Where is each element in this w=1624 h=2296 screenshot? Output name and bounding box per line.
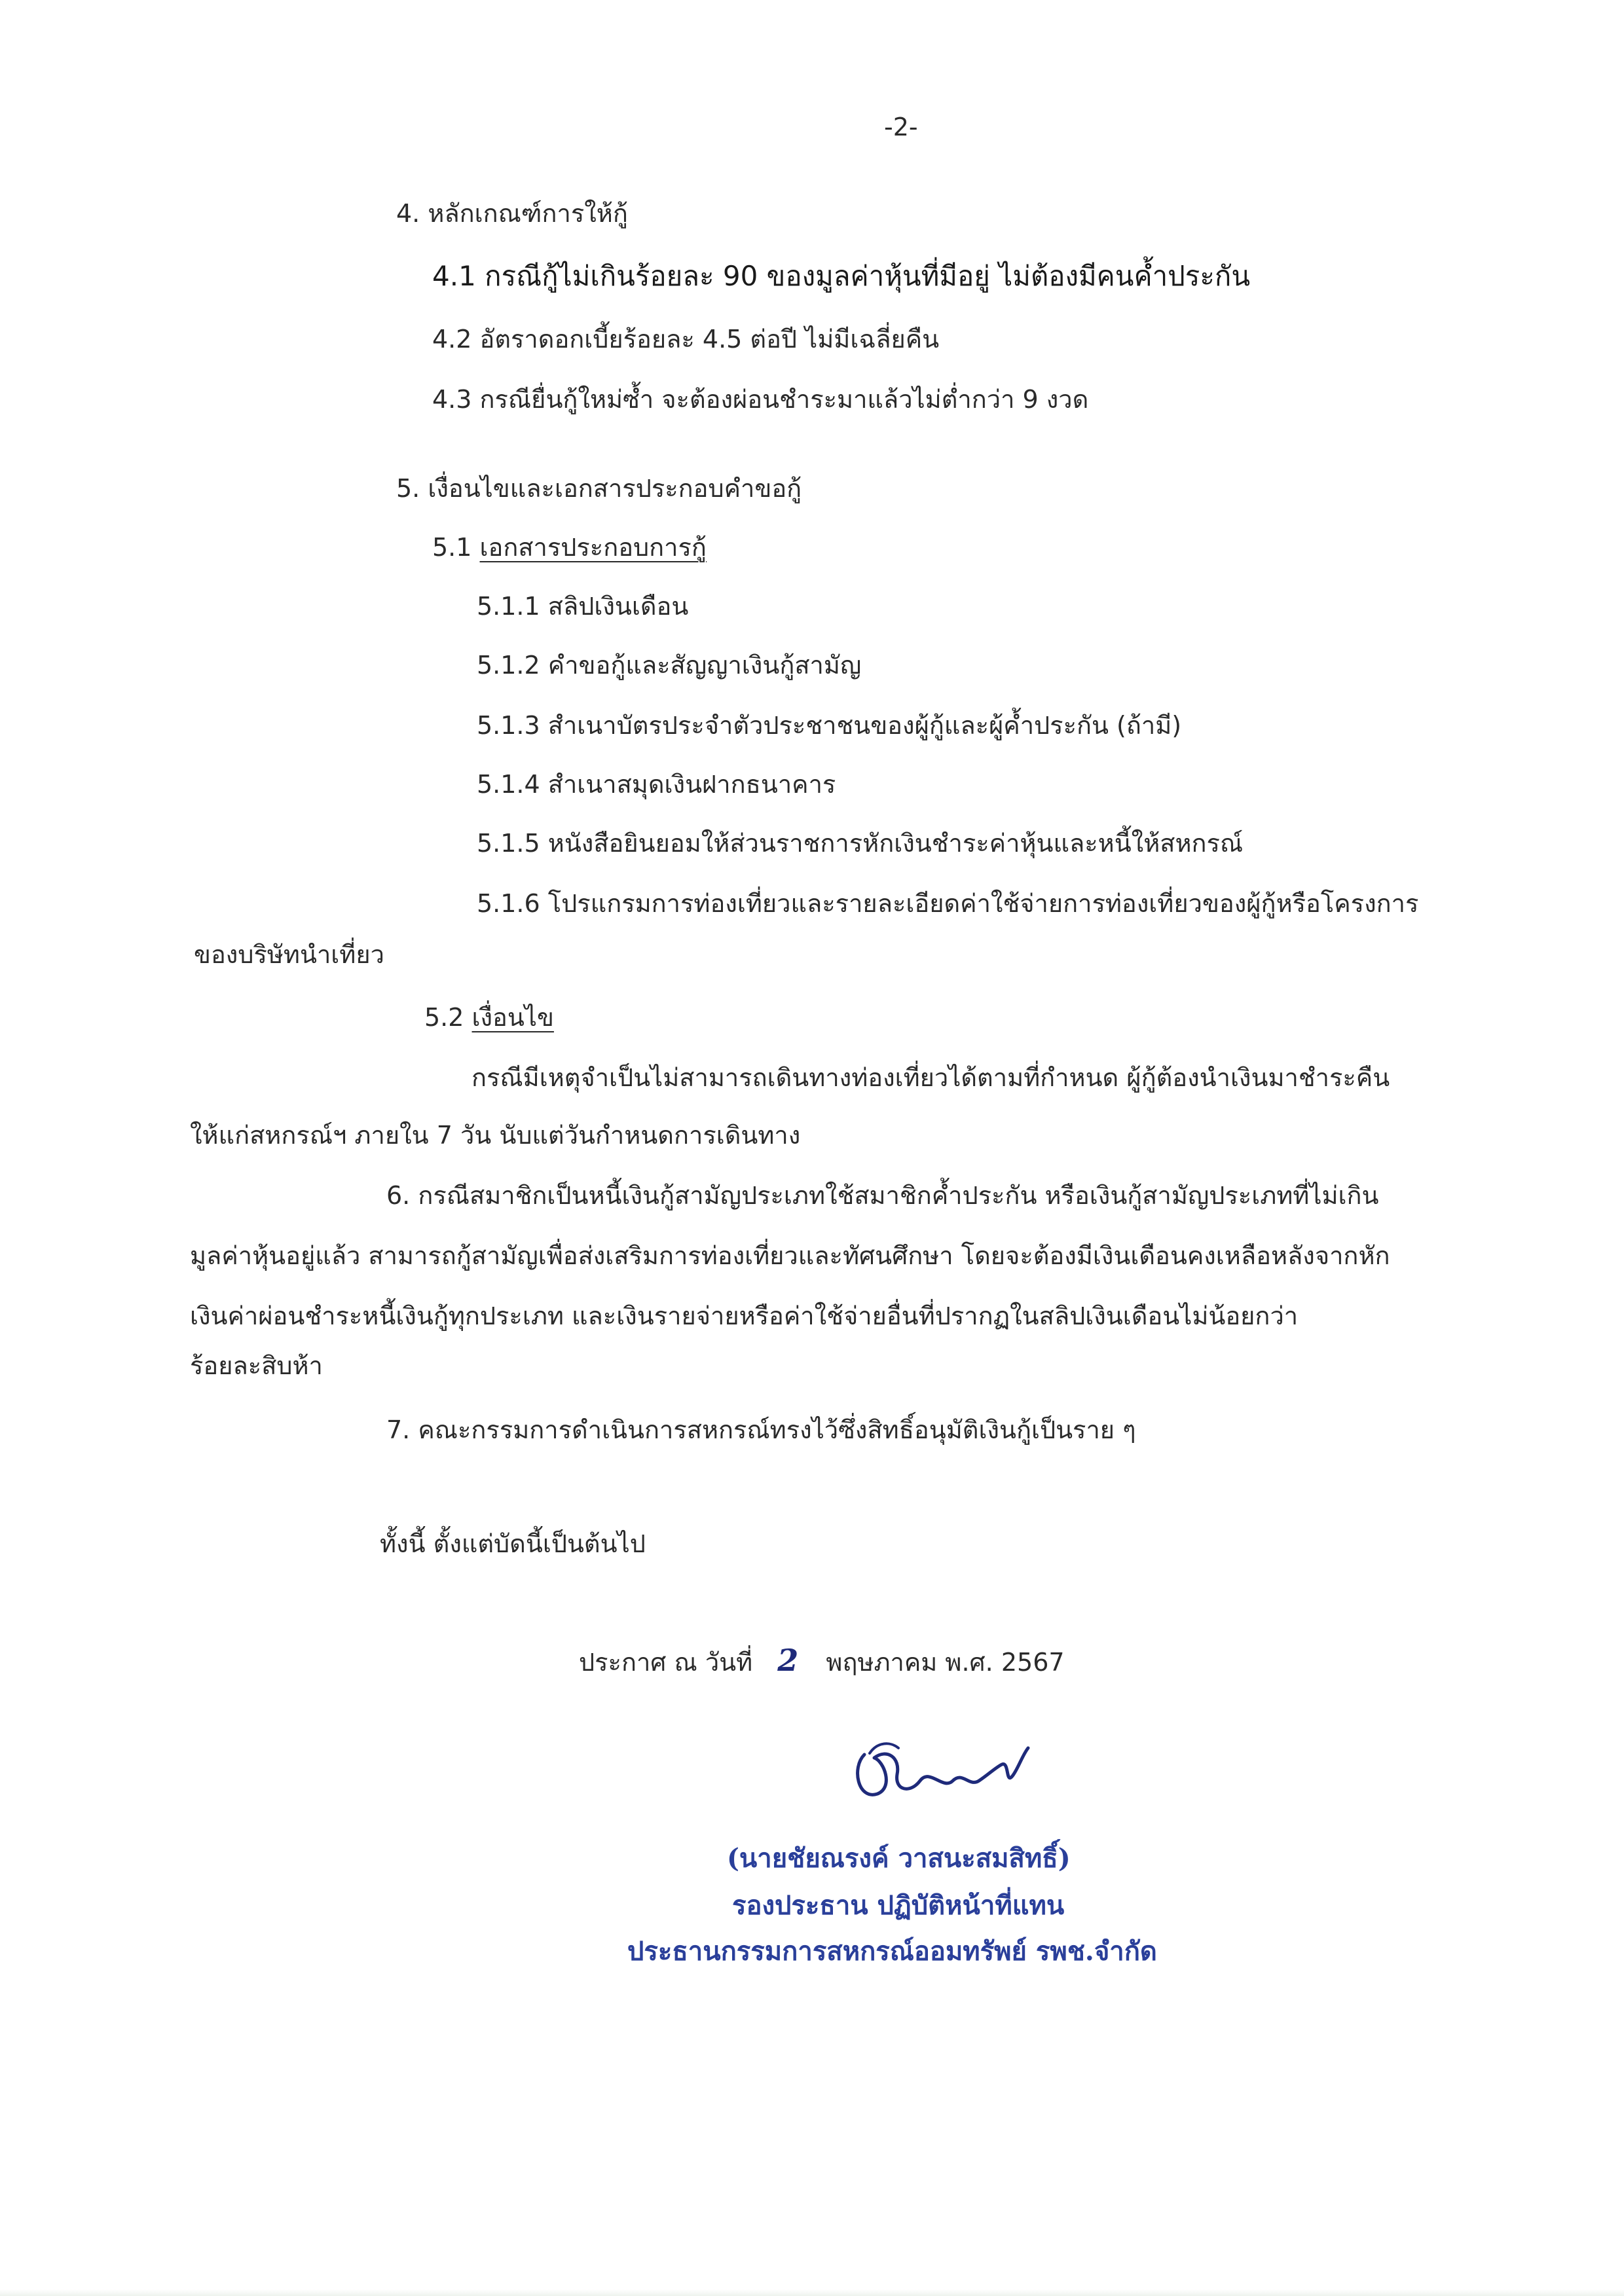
page-number: -2- [884, 113, 918, 141]
scan-edge [0, 2289, 1624, 2296]
condition-line-1: กรณีมีเหตุจำเป็นไม่สามารถเดินทางท่องเที่ยวได้ตามที่กำหนด ผู้กู้ต้องนำเงินมาชำระคืน [471, 1063, 1390, 1092]
section-4-3: 4.3 กรณียื่นกู้ใหม่ซ้ำ จะต้องผ่อนชำระมาแล้วไม่ต่ำกว่า 9 งวด [432, 385, 1089, 414]
section-6-line-1: 6. กรณีสมาชิกเป็นหนี้เงินกู้สามัญประเภทใช้สมาชิกค้ำประกัน หรือเงินกู้สามัญประเภทที่ไม่เกิน [386, 1181, 1379, 1210]
doc-item-5-1-1: 5.1.1 สลิปเงินเดือน [477, 592, 689, 621]
section-4-1: 4.1 กรณีกู้ไม่เกินร้อยละ 90 ของมูลค่าหุ้นที่มีอยู่ ไม่ต้องมีคนค้ำประกัน [432, 260, 1251, 292]
signatory-name: (นายชัยณรงค์ วาสนะสมสิทธิ์) [727, 1843, 1071, 1874]
section-5-1-title: เอกสารประกอบการกู้ [479, 533, 707, 562]
section-4-heading: 4. หลักเกณฑ์การให้กู้ [396, 199, 628, 228]
signature-image [838, 1728, 1035, 1820]
section-6-line-3: เงินค่าผ่อนชำระหนี้เงินกู้ทุกประเภท และเงินรายจ่ายหรือค่าใช้จ่ายอื่นที่ปรากฏในสลิปเงินเดือนไม่น้อยกว่า [190, 1302, 1299, 1330]
section-5-2-title: เงื่อนไข [471, 1003, 554, 1032]
section-5-2-heading [424, 1000, 554, 1034]
doc-item-5-1-3: 5.1.3 สำเนาบัตรประจำตัวประชาชนของผู้กู้และผู้ค้ำประกัน (ถ้ามี) [477, 711, 1182, 740]
announce-day-handwritten: 2 [777, 1643, 799, 1678]
doc-item-5-1-6-line1: 5.1.6 โปรแกรมการท่องเที่ยวและรายละเอียดค่าใช้จ่ายการท่องเที่ยวของผู้กู้หรือโครงการ [477, 889, 1419, 918]
section-5-2-number: 5.2 [424, 1003, 472, 1032]
signatory-position-1: รองประธาน ปฏิบัติหน้าที่แทน [732, 1890, 1065, 1921]
section-6-line-2: มูลค่าหุ้นอยู่แล้ว สามารถกู้สามัญเพื่อส่งเสริมการท่องเที่ยวและทัศนศึกษา โดยจะต้องมีเงินเดือนคงเหลือหลังจากหัก [190, 1241, 1390, 1270]
signatory-position-2: ประธานกรรมการสหกรณ์ออมทรัพย์ รพช.จำกัด [627, 1936, 1157, 1967]
section-5-1-number: 5.1 [432, 533, 480, 562]
effective-date-text: ทั้งนี้ ตั้งแต่บัดนี้เป็นต้นไป [380, 1529, 646, 1558]
doc-item-5-1-2: 5.1.2 คำขอกู้และสัญญาเงินกู้สามัญ [477, 651, 862, 680]
doc-item-5-1-6-line2: ของบริษัทนำเที่ยว [194, 940, 384, 969]
section-4-2: 4.2 อัตราดอกเบี้ยร้อยละ 4.5 ต่อปี ไม่มีเฉลี่ยคืน [432, 325, 940, 354]
announce-month-year: พฤษภาคม พ.ศ. 2567 [826, 1648, 1065, 1677]
section-5-1-heading [432, 530, 707, 564]
condition-line-2: ให้แก่สหกรณ์ฯ ภายใน 7 วัน นับแต่วันกำหนดการเดินทาง [190, 1121, 801, 1150]
announce-prefix: ประกาศ ณ วันที่ [579, 1648, 753, 1677]
section-5-heading: 5. เงื่อนไขและเอกสารประกอบคำขอกู้ [396, 474, 802, 503]
announcement-date [579, 1643, 1065, 1679]
doc-item-5-1-4: 5.1.4 สำเนาสมุดเงินฝากธนาคาร [477, 770, 836, 799]
section-7: 7. คณะกรรมการดำเนินการสหกรณ์ทรงไว้ซึ่งสิทธิ์อนุมัติเงินกู้เป็นราย ๆ [386, 1415, 1136, 1444]
section-6-line-4: ร้อยละสิบห้า [190, 1351, 323, 1380]
doc-item-5-1-5: 5.1.5 หนังสือยินยอมให้ส่วนราชการหักเงินชำระค่าหุ้นและหนี้ให้สหกรณ์ [477, 829, 1244, 858]
